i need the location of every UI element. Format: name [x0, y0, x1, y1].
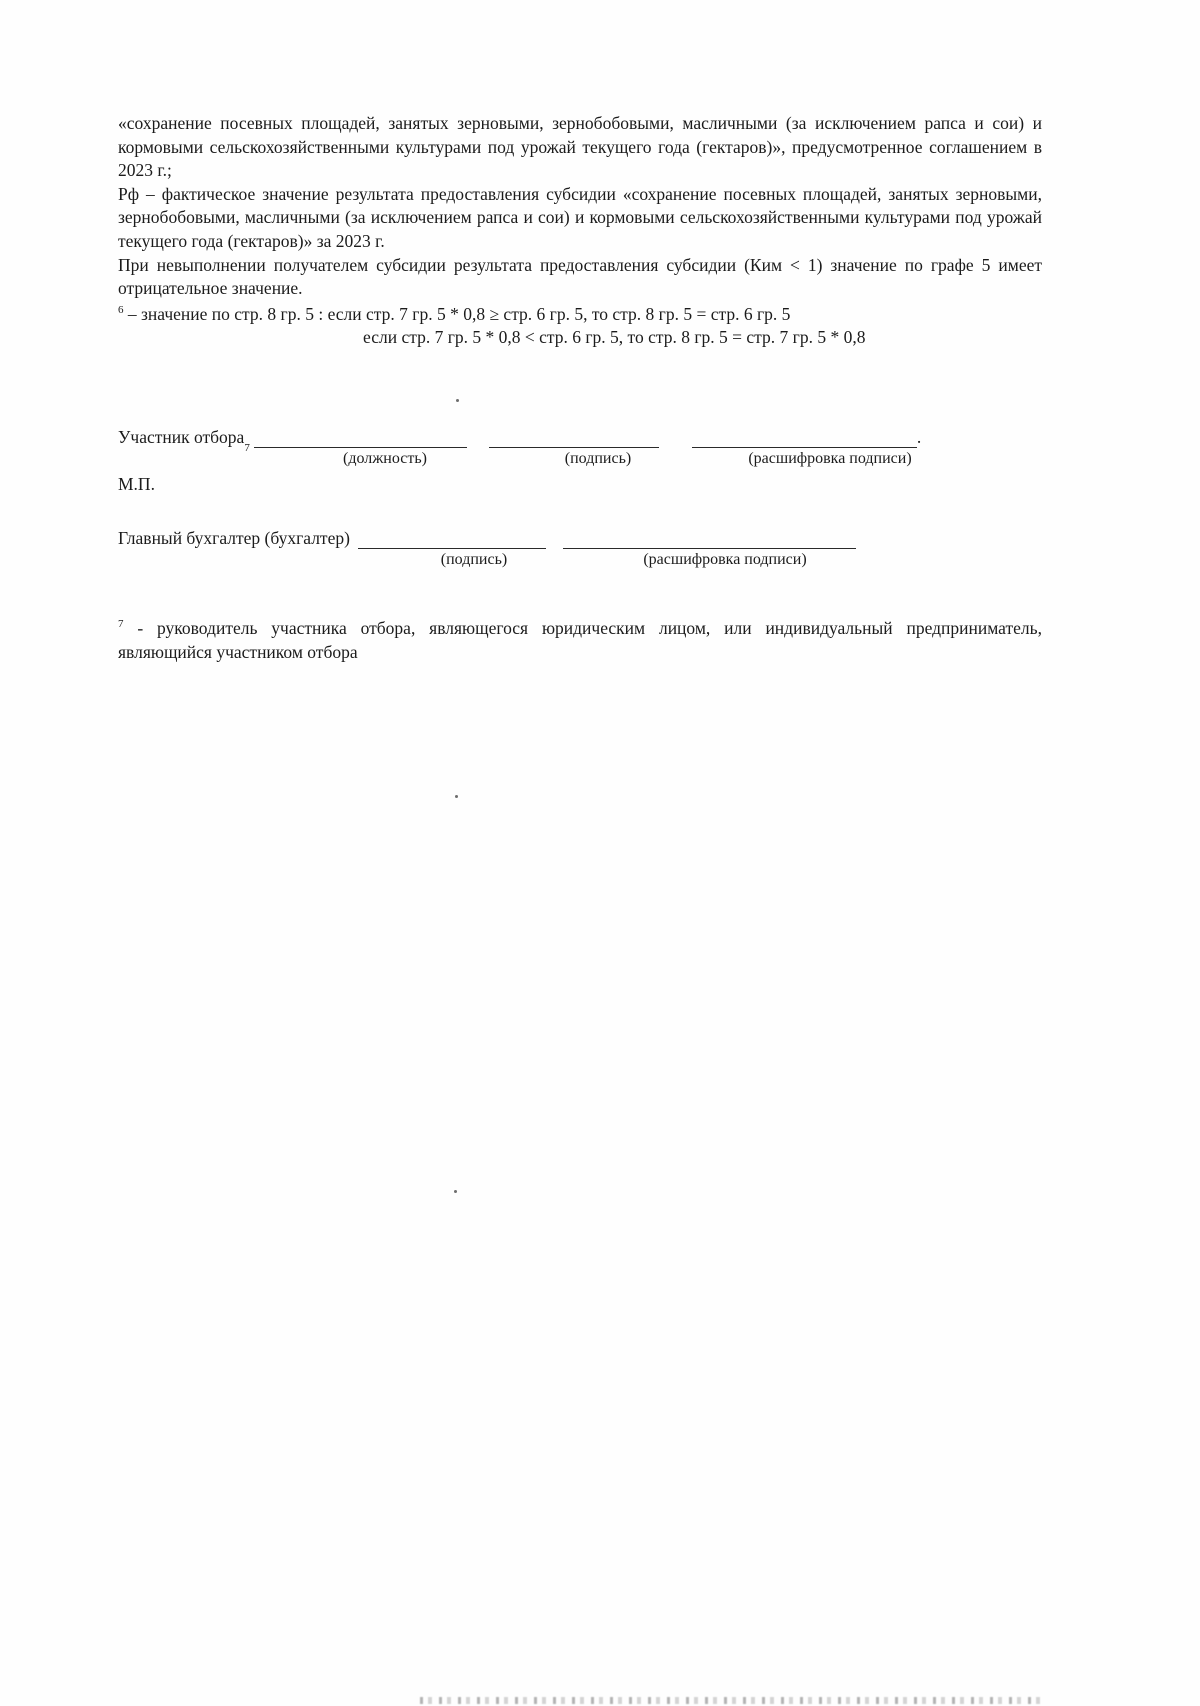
accountant-label: Главный бухгалтер (бухгалтер) [118, 527, 350, 548]
signature-caption: (подпись) [564, 449, 632, 467]
participant-row-period: . [916, 426, 922, 447]
accountant-signature-caption: (подпись) [440, 550, 508, 568]
footnote-6-line-1 [118, 303, 1042, 327]
scan-speck-1 [456, 399, 459, 402]
participant-caption-row [118, 450, 1042, 472]
mp-stamp-label: М.П. [118, 473, 155, 494]
footnote-6-marker: 6 [118, 303, 124, 316]
accountant-transcript-line [563, 529, 856, 549]
transcript-caption: (расшифровка подписи) [748, 449, 912, 467]
paragraph-rf-definition: Рф – фактическое значение результата предоставления субсидии «сохранение посевных площадей, занятых зерновыми, зернобобовыми, масличными (за исключением рапса и сои) и кормовыми сельскохозяйственными культурами под урожай текущего года (гектаров)» за 2023 г. [118, 183, 1042, 251]
footnote-6-line-2 [118, 326, 1042, 350]
accountant-caption-row [118, 551, 1042, 573]
footnote-7 [118, 617, 1042, 664]
signature-block-participant [118, 424, 1042, 495]
document-content [118, 112, 1042, 664]
accountant-signature-row [118, 525, 1042, 549]
participant-label: Участник отбора [118, 426, 245, 447]
footnote-6-line-2-text: если стр. 7 гр. 5 * 0,8 < стр. 6 гр. 5, то стр. 8 гр. 5 = стр. 7 гр. 5 * 0,8 [363, 327, 866, 348]
accountant-signature-line [358, 529, 546, 549]
scan-speck-2 [455, 795, 458, 798]
scan-speck-3 [454, 1190, 457, 1193]
participant-signature-line [489, 428, 659, 448]
position-caption: (должность) [343, 449, 427, 467]
participant-signature-row: Участник отбора 7 . [118, 426, 922, 454]
accountant-transcript-caption: (расшифровка подписи) [643, 550, 807, 568]
signature-block-accountant [118, 525, 1042, 573]
footnote-6 [118, 303, 1042, 350]
scan-artifact-bottom-cutoff-text [420, 1697, 1042, 1704]
participant-position-line [254, 428, 467, 448]
footnote-6-line-1-text: – значение по стр. 8 гр. 5 : если стр. 7 гр. 5 * 0,8 ≥ стр. 6 гр. 5, то стр. 8 гр. 5 = стр. 6 гр. 5 [127, 303, 791, 324]
footnote-7-marker: 7 [118, 618, 124, 631]
footnote-7-text: - руководитель участника отбора, являющегося юридическим лицом, или индивидуальный предприниматель, являющийся участником отбора [118, 617, 1042, 662]
participant-transcript-line [692, 428, 917, 448]
paragraph-definition-continuation: «сохранение посевных площадей, занятых зерновыми, зернобобовыми, масличными (за исключением рапса и сои) и кормовыми сельскохозяйственными культурами под урожай текущего года (гектаров)», предусмотренное соглашением в 2023 г.; [118, 113, 1042, 181]
paragraph-kim-note: При невыполнении получателем субсидии результата предоставления субсидии (Ким < 1) значение по графе 5 имеет отрицательное значение. [118, 254, 1042, 299]
